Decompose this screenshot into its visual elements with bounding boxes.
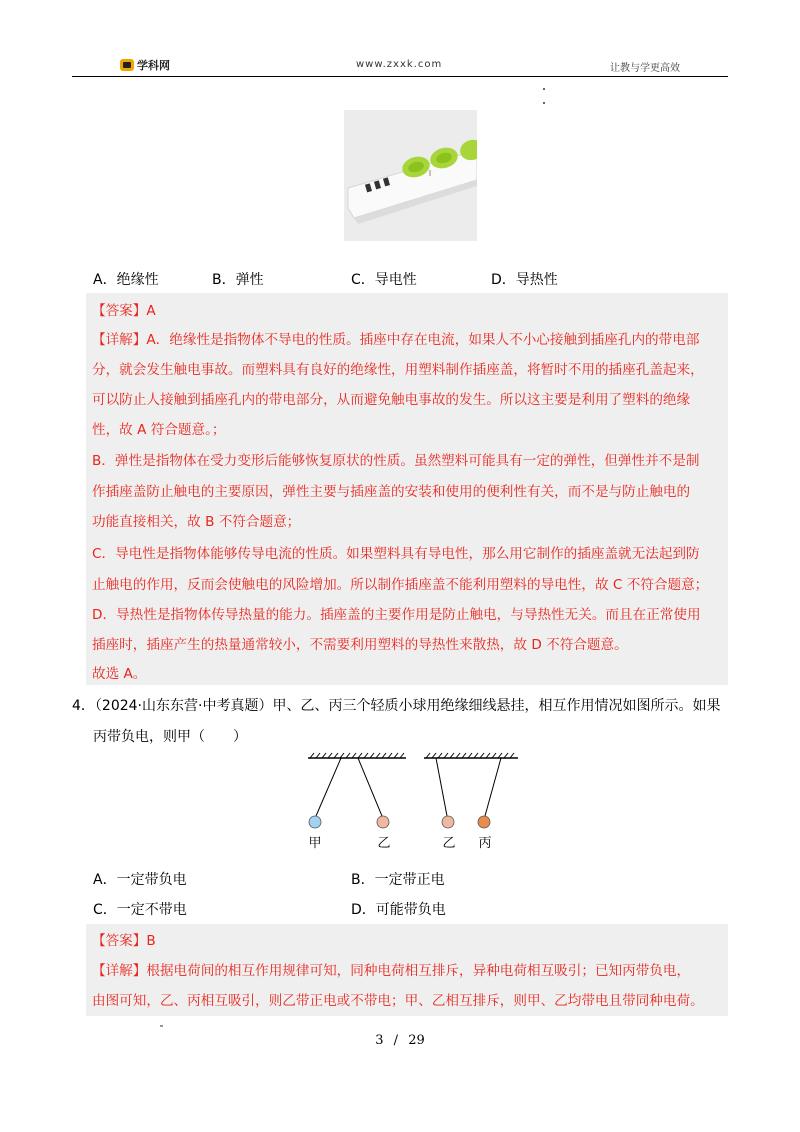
q3-detail-line: 故选 A。	[92, 666, 147, 682]
label-yi-right: 乙	[442, 836, 456, 851]
q3-option-c: C．导电性	[351, 272, 417, 288]
power-strip-image	[344, 110, 477, 241]
stray-dot	[543, 102, 545, 104]
q4-option-c: C．一定不带电	[93, 902, 187, 918]
page-number-footer	[0, 1033, 800, 1048]
q4-number: 4．	[72, 698, 95, 714]
site-url: www.zxxk.com	[356, 59, 443, 70]
q3-answer-block	[86, 293, 728, 685]
q3-detail-line: 分，就会发生触电事故。而塑料具有良好的绝缘性，用塑料制作插座盖，将暂时不用的插座孔盖起来，	[92, 362, 704, 378]
q4-stem: （2024·山东东营·中考真题）甲、乙、丙三个轻质小球用绝缘细线悬挂，相互作用情况如图所示。如果	[94, 698, 721, 714]
q3-detail-line: 【详解】A．绝缘性是指物体不导电的性质。插座中存在电流，如果人不小心接触到插座孔内的带电部	[92, 332, 700, 348]
q3-answer: 【答案】A	[92, 303, 156, 319]
label-bing: 丙	[478, 836, 492, 851]
q3-option-a: A．绝缘性	[93, 272, 159, 288]
q3-detail-line: 插座时，插座产生的热量通常较小，不需要利用塑料的导热性来散热，故 D 不符合题意。	[92, 637, 628, 653]
q3-detail-line: 功能直接相关，故 B 不符合题意；	[92, 514, 301, 530]
q3-detail-line: D．导热性是指物体传导热量的能力。插座盖的主要作用是防止触电，与导热性无关。而且在正常使用	[92, 607, 701, 623]
q3-detail-line: B．弹性是指物体在受力变形后能够恢复原状的性质。虽然塑料可能具有一定的弹性，但弹性并不是制	[92, 453, 700, 469]
q3-detail-line: 可以防止人接触到插座孔内的带电部分，从而避免触电事故的发生。所以这主要是利用了塑料的绝缘	[92, 392, 691, 408]
slogan: 让教与学更高效	[610, 63, 680, 74]
q4-option-d: D．可能带负电	[351, 902, 446, 918]
logo-text: 学科网	[137, 59, 170, 72]
q4-stem-line1	[72, 695, 720, 715]
q3-option-b: B．弹性	[212, 272, 264, 288]
page-number: 3	[375, 1033, 384, 1048]
q3-detail-line: C．导电性是指物体能够传导电流的性质。如果塑料具有导电性，那么用它制作的插座盖就无法起到防	[92, 546, 700, 562]
q4-pendulum-figure	[296, 750, 526, 852]
q4-option-b: B．一定带正电	[351, 872, 445, 888]
label-jia: 甲	[308, 836, 322, 851]
total-pages: 29	[408, 1033, 425, 1048]
q4-answer-block	[86, 924, 728, 1016]
ball-jia	[309, 816, 321, 828]
logo-icon	[120, 59, 134, 71]
q3-detail-line: 止触电的作用，反而会使触电的风险增加。所以制作插座盖不能利用塑料的导电性，故 C 不符合题意；	[92, 577, 709, 593]
q4-option-a: A．一定带负电	[93, 872, 187, 888]
ball-yi-left	[377, 816, 389, 828]
ball-yi-right	[442, 816, 454, 828]
page-separator: /	[393, 1033, 399, 1048]
q4-detail-line: 由图可知，乙、丙相互吸引，则乙带正电或不带电；甲、乙相互排斥，则甲、乙均带电且带同种电荷。	[92, 993, 704, 1009]
label-yi-left: 乙	[377, 836, 391, 851]
ball-bing	[478, 816, 490, 828]
stray-dot	[543, 88, 545, 90]
q3-detail-line: 作插座盖防止触电的主要原因，弹性主要与插座盖的安装和使用的便利性有关，而不是与防止触电的	[92, 484, 691, 500]
power-strip-illustration	[344, 110, 477, 241]
q4-detail-line: 【详解】根据电荷间的相互作用规律可知，同种电荷相互排斥，异种电荷相互吸引；已知丙带负电，	[92, 963, 691, 979]
page-header	[72, 54, 728, 77]
site-logo	[120, 57, 170, 73]
q3-detail-line: 性，故 A 符合题意。；	[92, 422, 226, 438]
q4-answer: 【答案】B	[92, 933, 156, 949]
stray-dot	[160, 1025, 163, 1027]
q4-stem-line2: 丙带负电，则甲（ ）	[93, 729, 247, 745]
q3-option-d: D．导热性	[491, 272, 558, 288]
